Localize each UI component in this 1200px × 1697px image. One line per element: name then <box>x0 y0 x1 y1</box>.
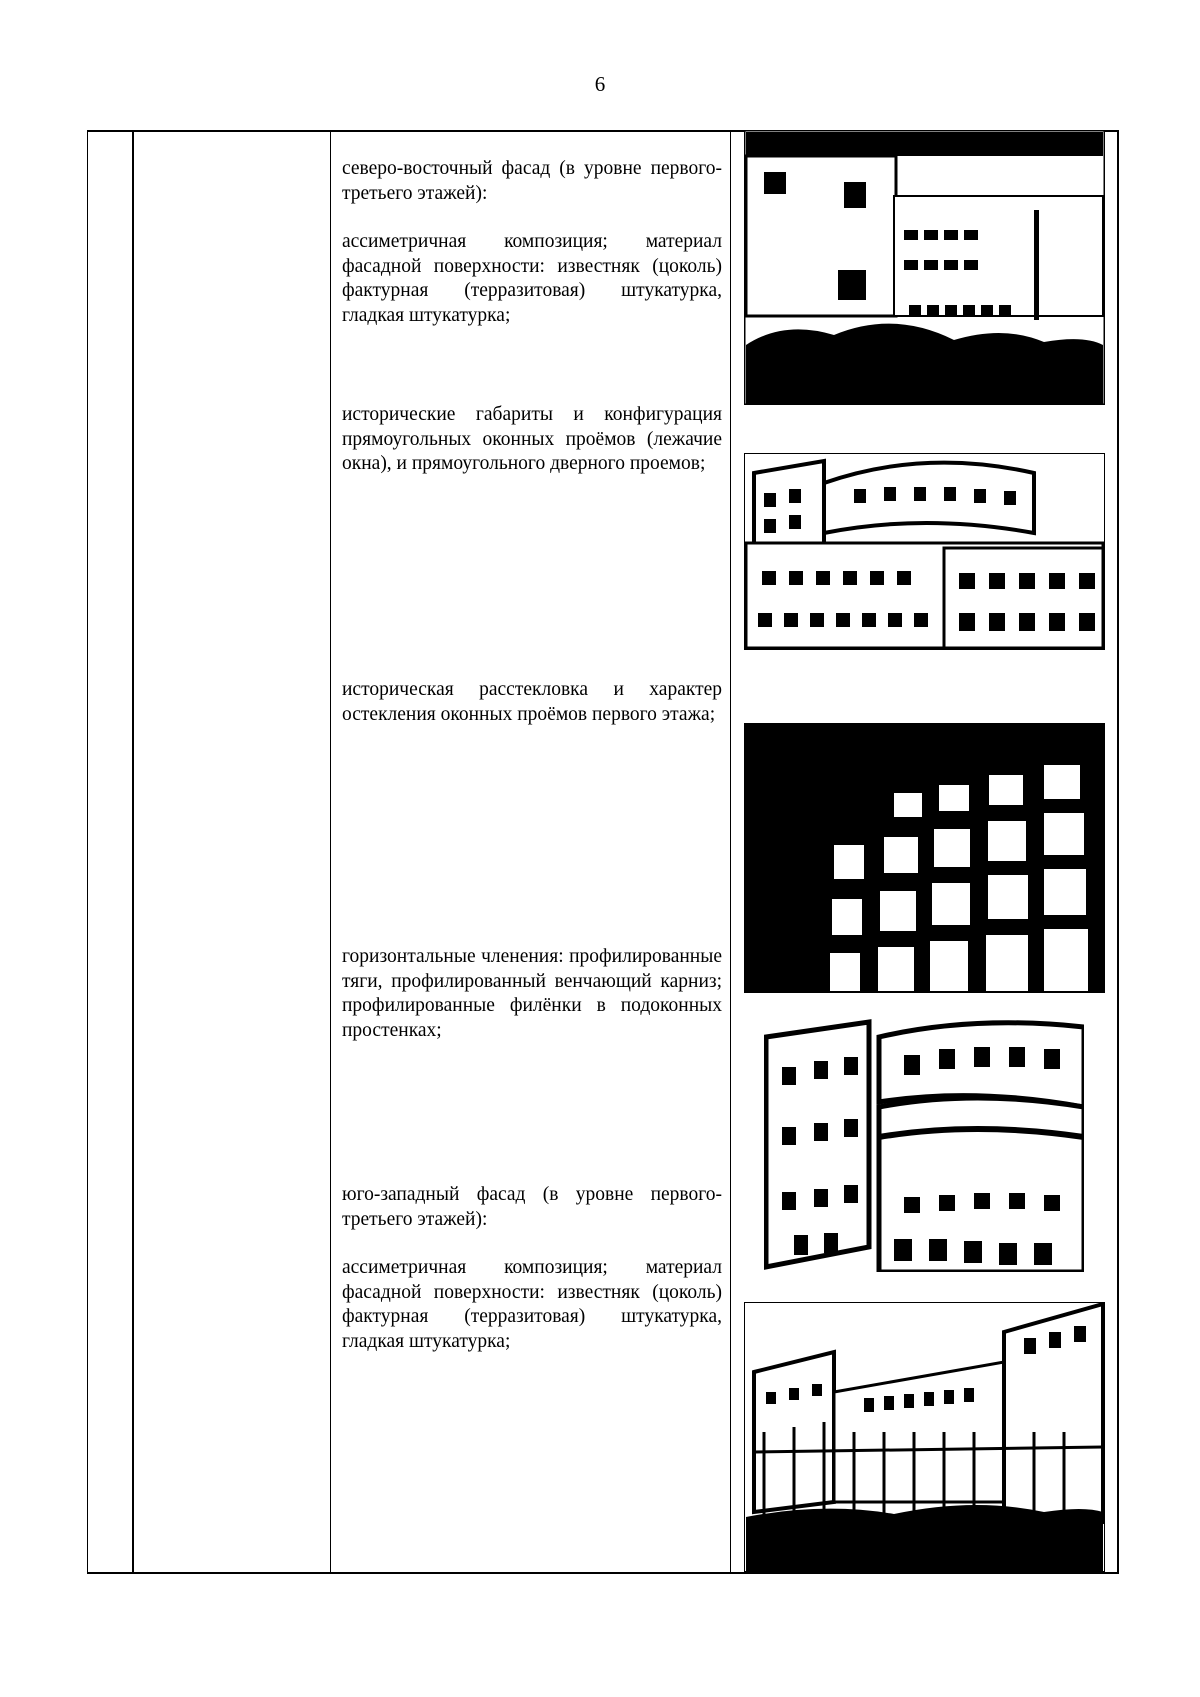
entry-3-heading: историческая расстекловка и характер остекления оконных проёмов первого этажа; <box>342 679 722 725</box>
page-number: 6 <box>594 72 606 96</box>
entry-2-text <box>342 403 722 477</box>
column-divider-1 <box>132 130 134 1574</box>
entry-4-heading: горизонтальные членения: профилированные тяги, профилированный венчающий карниз; профилированные филёнки в подоконных простенках; <box>342 946 722 1041</box>
column-divider-2 <box>330 130 331 1574</box>
entry-1-heading: северо-восточный фасад (в уровне первого-третьего этажей): <box>342 158 722 204</box>
entry-5-text <box>342 1183 722 1354</box>
table-border-right <box>1117 130 1119 1574</box>
table-border-left <box>87 130 88 1574</box>
building-photo-icon <box>744 130 1105 405</box>
window-grid-photo-icon <box>744 723 1105 993</box>
building-photo-icon <box>764 1017 1084 1272</box>
entry-5-body: ассиметричная композиция; материал фасадной поверхности: известняк (цоколь) фактурная (терразитовая) штукатурка, гладкая штукатурка; <box>342 1257 722 1352</box>
entry-1-body: ассиметричная композиция; материал фасадной поверхности: известняк (цоколь) фактурная (терразитовая) штукатурка, гладкая штукатурка; <box>342 231 722 326</box>
building-photo-icon <box>744 1302 1105 1572</box>
entry-3-text <box>342 678 722 727</box>
table-frame <box>87 130 1119 1574</box>
entry-4-text <box>342 945 722 1043</box>
entry-1-text <box>342 157 722 328</box>
table-border-bottom <box>87 1572 1119 1574</box>
entry-2-heading: исторические габариты и конфигурация прямоугольных оконных проёмов (лежачие окна), и прямоугольного дверного проемов; <box>342 404 722 474</box>
column-divider-3 <box>730 130 731 1574</box>
building-photo-icon <box>744 453 1105 650</box>
entry-5-heading: юго-западный фасад (в уровне первого-третьего этажей): <box>342 1184 722 1230</box>
